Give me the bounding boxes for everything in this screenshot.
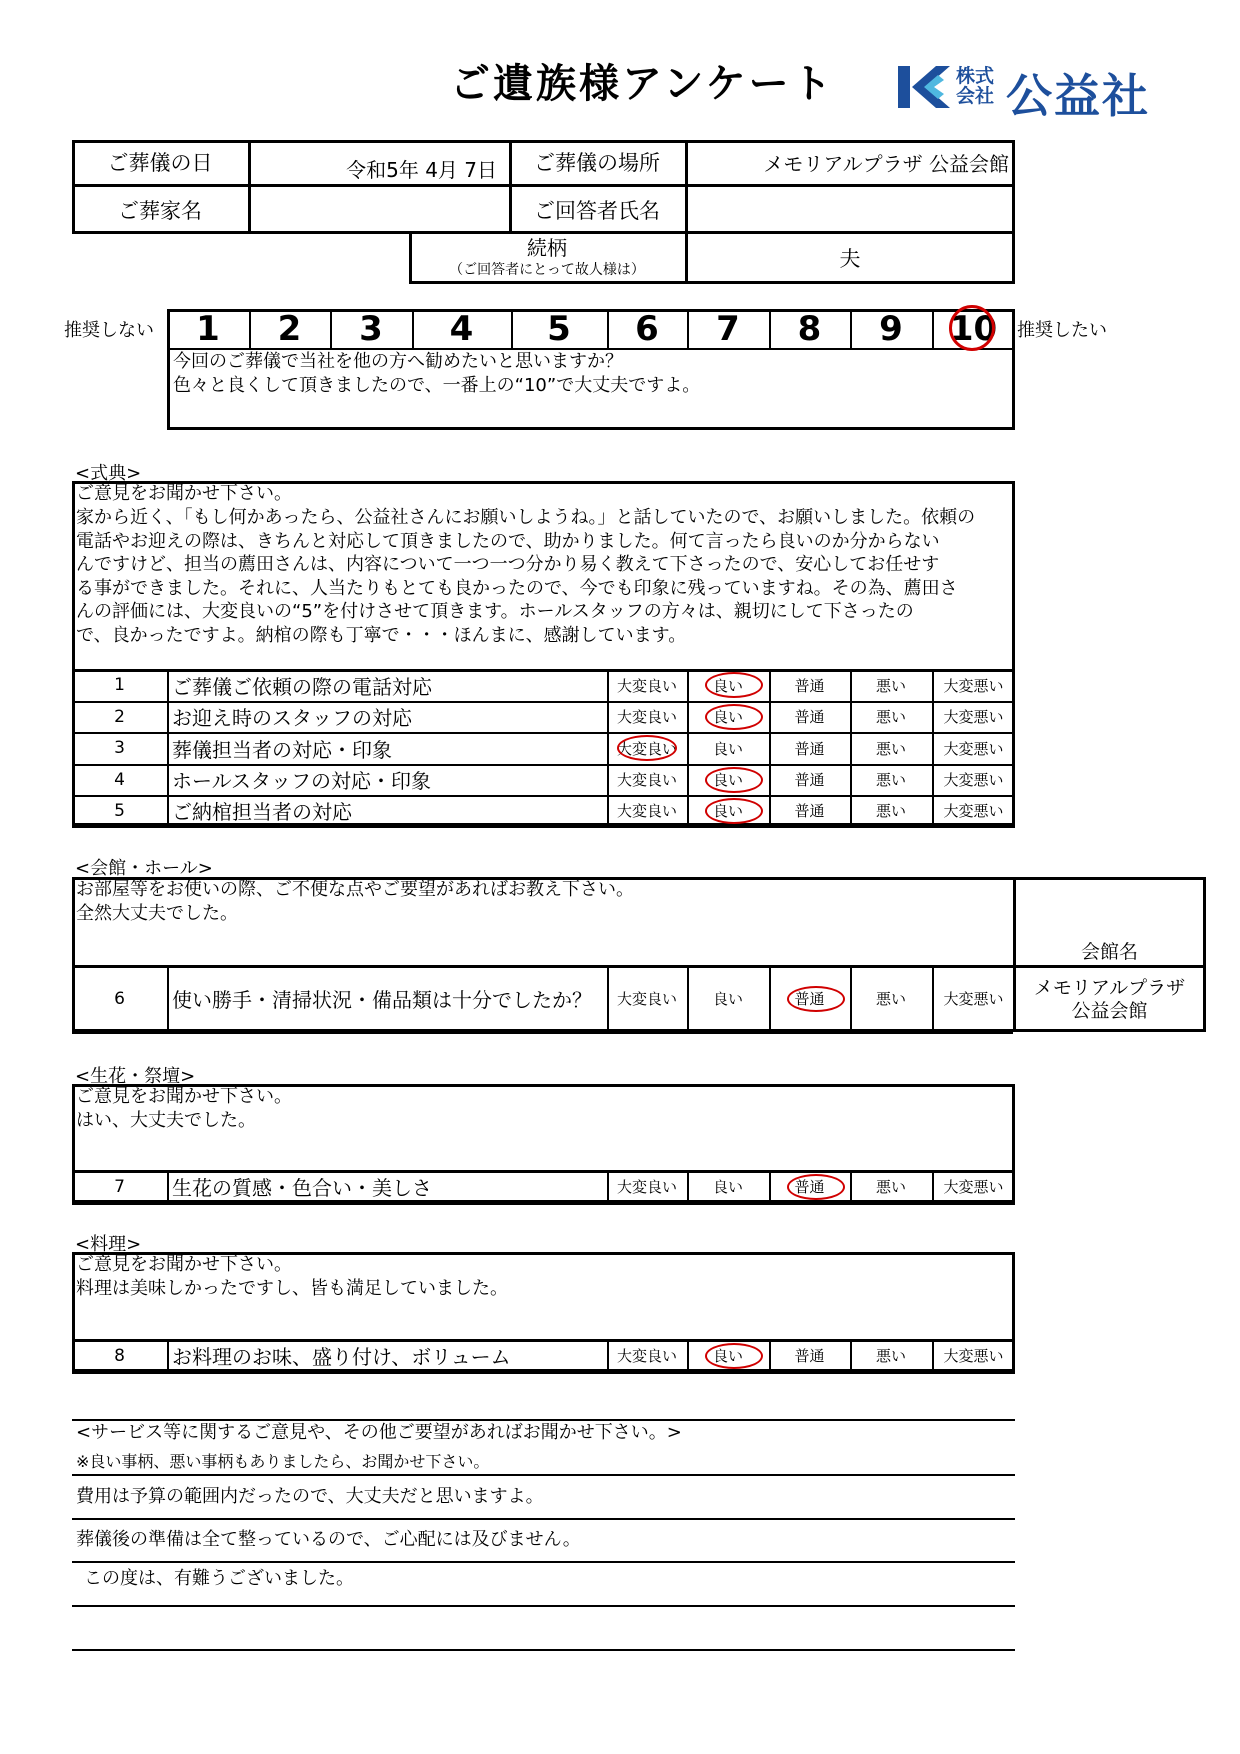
recommend-scale-1[interactable]: 1 <box>196 309 220 349</box>
hall-section-label: <会館・ホール> <box>75 858 213 879</box>
hall-name-line1: メモリアルプラザ <box>1033 976 1186 999</box>
recommend-scale-9[interactable]: 9 <box>879 309 903 349</box>
ceremony-row-1-option-5[interactable]: 大変悪い <box>943 676 1004 695</box>
recommend-right-label: 推奨したい <box>1017 320 1107 341</box>
ceremony-prompt: ご意見をお聞かせ下さい。 <box>76 483 292 504</box>
recommend-scale-7[interactable]: 7 <box>716 309 740 349</box>
other-line-2: 葬儀後の準備は全て整っているので、ご心配には及びません。 <box>76 1529 581 1550</box>
cuisine-row-option-2[interactable]: 良い <box>712 1347 743 1365</box>
ceremony-row-2-option-2[interactable]: 良い <box>712 708 743 726</box>
ceremony-row-1-option-1[interactable]: 大変良い <box>616 676 677 695</box>
relation-sublabel: （ご回答者にとって故人様は） <box>449 262 645 278</box>
recommend-scale-5[interactable]: 5 <box>547 309 571 349</box>
hall-name-label: 会館名 <box>1080 940 1138 963</box>
family-name-label: ご葬家名 <box>118 199 202 223</box>
ceremony-row-1-option-4[interactable]: 悪い <box>875 676 906 695</box>
ceremony-row-3-option-1[interactable]: 大変良い <box>616 739 677 758</box>
other-line-3: この度は、有難うございました。 <box>84 1568 354 1589</box>
cuisine-section-label: <料理> <box>75 1234 142 1255</box>
ceremony-row-5-option-2[interactable]: 良い <box>712 802 743 820</box>
recommend-left-label: 推奨しない <box>64 320 154 341</box>
logo-text-small-top: 株式 <box>956 65 995 87</box>
ceremony-row-3-option-4[interactable]: 悪い <box>875 739 906 758</box>
hall-row-option-2[interactable]: 良い <box>712 990 743 1008</box>
relation-label: 続柄 <box>527 235 567 260</box>
ceremony-row-5-option-4[interactable]: 悪い <box>875 802 906 820</box>
ceremony-comment-line: んの評価には、大変良いの“5”を付けさせて頂きます。ホールスタッフの方々は、親切にして下さったの <box>76 601 914 622</box>
other-heading: <サービス等に関するご意見や、その他ご要望があればお聞かせ下さい。> <box>76 1422 682 1443</box>
ceremony-row-1-option-3[interactable]: 普通 <box>794 676 825 695</box>
recommend-scale-3[interactable]: 3 <box>359 309 383 349</box>
ceremony-row-4-option-5[interactable]: 大変悪い <box>943 771 1004 789</box>
hall-row-option-1[interactable]: 大変良い <box>616 990 677 1008</box>
ceremony-comment-line: んですけど、担当の薦田さんは、内容について一つ一つ分かり易く教えて下さったので、安心してお任せす <box>76 554 940 575</box>
flowers-section-label: <生花・祭壇> <box>75 1066 196 1087</box>
ceremony-row-1-selected-mark <box>705 672 763 698</box>
flowers-row-item-number: 7 <box>114 1176 125 1197</box>
cuisine-row-option-3[interactable]: 普通 <box>794 1347 825 1365</box>
company-logo <box>898 58 1178 123</box>
flowers-comment: はい、大丈夫でした。 <box>76 1110 256 1131</box>
recommend-question: 今回のご葬儀で当社を他の方へ勧めたいと思いますか？ <box>173 351 623 372</box>
ceremony-row-3-option-5[interactable]: 大変悪い <box>943 739 1004 758</box>
ceremony-row-2-item-label: お迎え時のスタッフの対応 <box>172 706 412 730</box>
recommend-scale-6[interactable]: 6 <box>635 309 659 349</box>
cuisine-row-selected-mark <box>705 1343 763 1369</box>
hall-name-line2: 公益会館 <box>1071 999 1148 1022</box>
ceremony-row-4-option-1[interactable]: 大変良い <box>616 771 677 789</box>
ceremony-row-2-option-5[interactable]: 大変悪い <box>943 708 1004 726</box>
ceremony-row-4-item-label: ホールスタッフの対応・印象 <box>172 769 431 793</box>
hall-row-option-3[interactable]: 普通 <box>794 990 825 1008</box>
logo-text-small-bottom: 会社 <box>956 85 995 107</box>
ceremony-row-3-item-number: 3 <box>114 738 125 758</box>
cuisine-prompt: ご意見をお聞かせ下さい。 <box>76 1254 292 1275</box>
flowers-row-option-1[interactable]: 大変良い <box>616 1178 677 1196</box>
funeral-date-value: 令和5年 4月 7日 <box>346 157 497 182</box>
recommend-answer: 色々と良くして頂きましたので、一番上の“10”で大丈夫ですよ。 <box>173 375 701 396</box>
family-name-value <box>248 186 509 234</box>
ceremony-row-5-option-5[interactable]: 大変悪い <box>943 802 1004 820</box>
ceremony-row-4-option-3[interactable]: 普通 <box>794 771 825 789</box>
ceremony-row-5-item-label: ご納棺担当者の対応 <box>172 800 352 824</box>
ceremony-row-2-option-4[interactable]: 悪い <box>875 708 906 726</box>
ceremony-comment-line: 家から近く、「もし何かあったら、公益社さんにお願いしようね。」と話していたので、お願いしました。依頼の <box>76 507 976 528</box>
page-title: ご遺族様アンケート <box>450 61 835 107</box>
ceremony-row-1-item-label: ご葬儀ご依頼の際の電話対応 <box>172 674 432 699</box>
hall-row-option-4[interactable]: 悪い <box>875 990 906 1008</box>
ceremony-comment-line: 電話やお迎えの際は、きちんと対応して頂きましたので、助かりました。何て言ったら良いのか分からない <box>76 530 940 552</box>
flowers-row-option-5[interactable]: 大変悪い <box>943 1178 1004 1196</box>
other-note: ※良い事柄、悪い事柄もありましたら、お聞かせ下さい。 <box>76 1452 490 1471</box>
funeral-place-value: メモリアルプラザ 公益会館 <box>763 151 1009 176</box>
funeral-date-label: ご葬儀の日 <box>107 151 213 175</box>
cuisine-row-item-label: お料理のお味、盛り付け、ボリューム <box>172 1345 511 1369</box>
cuisine-row-option-1[interactable]: 大変良い <box>616 1347 677 1365</box>
funeral-place-label: ご葬儀の場所 <box>534 151 660 175</box>
flowers-row-item-label: 生花の質感・色合い・美しさ <box>172 1176 432 1200</box>
ceremony-row-4-option-4[interactable]: 悪い <box>875 771 906 789</box>
ceremony-row-1-option-2[interactable]: 良い <box>712 676 743 695</box>
recommend-scale-4[interactable]: 4 <box>449 309 474 349</box>
ceremony-section-label: <式典> <box>75 463 142 484</box>
ceremony-row-5-selected-mark <box>705 798 763 824</box>
flowers-row-option-2[interactable]: 良い <box>712 1178 743 1196</box>
hall-comment: 全然大丈夫でした。 <box>76 903 238 924</box>
recommend-scale-2[interactable]: 2 <box>277 309 302 349</box>
hall-row-selected-mark <box>787 986 845 1012</box>
relation-value: 夫 <box>839 246 861 271</box>
ceremony-row-4-item-number: 4 <box>114 769 125 790</box>
ceremony-row-3-selected-mark <box>617 735 677 761</box>
ceremony-row-5-item-number: 5 <box>114 800 125 821</box>
ceremony-row-5-option-3[interactable]: 普通 <box>794 802 825 820</box>
recommend-scale-10[interactable]: 10 <box>949 309 998 349</box>
ceremony-comment-line: で、良かったですよ。納棺の際も丁寧で・・・ほんまに、感謝しています。 <box>76 624 687 646</box>
ceremony-row-2-option-1[interactable]: 大変良い <box>616 708 677 726</box>
ceremony-row-1-item-number: 1 <box>114 675 125 695</box>
hall-row-item-label: 使い勝手・清掃状況・備品類は十分でしたか？ <box>172 988 592 1012</box>
ceremony-row-2-selected-mark <box>705 704 763 730</box>
flowers-prompt: ご意見をお聞かせ下さい。 <box>76 1086 292 1107</box>
flowers-row-option-3[interactable]: 普通 <box>794 1178 825 1196</box>
ceremony-row-4-option-2[interactable]: 良い <box>712 771 743 789</box>
ceremony-row-3-item-label: 葬儀担当者の対応・印象 <box>172 737 392 762</box>
cuisine-row-option-4[interactable]: 悪い <box>875 1347 906 1365</box>
respondent-value <box>685 186 1015 234</box>
ceremony-row-2-item-number: 2 <box>114 706 125 727</box>
cuisine-row-item-number: 8 <box>114 1345 125 1366</box>
respondent-label: ご回答者氏名 <box>534 199 660 223</box>
flowers-row-option-4[interactable]: 悪い <box>875 1178 906 1196</box>
flowers-row-selected-mark <box>787 1174 845 1200</box>
logo-brand-name: 公益社 <box>1006 69 1150 123</box>
other-line-1: 費用は予算の範囲内だったので、大丈夫だと思いますよ。 <box>76 1486 544 1507</box>
ceremony-row-3-option-3[interactable]: 普通 <box>794 739 825 758</box>
hall-prompt: お部屋等をお使いの際、ご不便な点やご要望があればお教え下さい。 <box>76 879 634 900</box>
cuisine-comment: 料理は美味しかったですし、皆も満足していました。 <box>76 1278 508 1299</box>
cuisine-row-option-5[interactable]: 大変悪い <box>943 1347 1004 1365</box>
hall-row-item-number: 6 <box>114 988 125 1009</box>
ceremony-row-4-selected-mark <box>705 767 763 793</box>
ceremony-row-5-option-1[interactable]: 大変良い <box>616 802 677 820</box>
ceremony-row-3-option-2[interactable]: 良い <box>712 739 743 758</box>
recommend-scale-8[interactable]: 8 <box>797 309 822 349</box>
hall-row-option-5[interactable]: 大変悪い <box>943 990 1004 1008</box>
recommend-selected-mark <box>949 305 995 351</box>
ceremony-row-2-option-3[interactable]: 普通 <box>794 708 825 726</box>
ceremony-comment-line: る事ができました。それに、人当たりもとても良かったので、今でも印象に残っていますね。その為、薦田さ <box>76 577 958 599</box>
